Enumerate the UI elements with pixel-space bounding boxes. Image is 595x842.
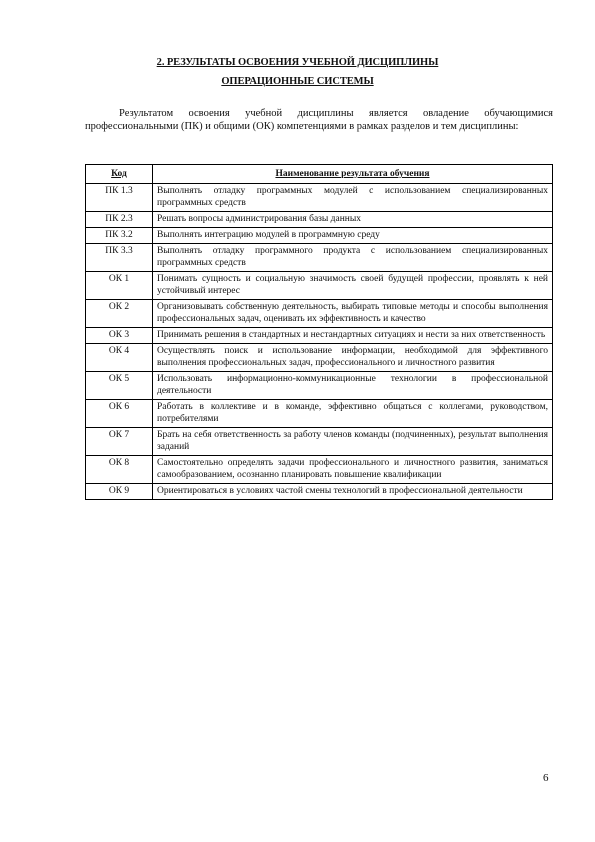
table-row (86, 228, 553, 244)
table-row (86, 400, 553, 428)
table-row (86, 184, 553, 212)
competency-code: ОК 8 (86, 456, 153, 484)
competency-code: ПК 3.3 (86, 244, 153, 272)
table-row (86, 244, 553, 272)
competency-description: Принимать решения в стандартных и нестандартных ситуациях и нести за них ответственность (153, 328, 553, 344)
table-row (86, 212, 553, 228)
competency-code: ОК 5 (86, 372, 153, 400)
table-row (86, 456, 553, 484)
competency-code: ПК 2.3 (86, 212, 153, 228)
competency-code: ОК 6 (86, 400, 153, 428)
header-code: Код (86, 165, 153, 184)
table-header-row (86, 165, 553, 184)
table-row (86, 300, 553, 328)
competency-code: ОК 7 (86, 428, 153, 456)
table-row (86, 372, 553, 400)
competency-description: Организовывать собственную деятельность, выбирать типовые методы и способы выполнения профессиональных задач, оценивать их эффективность и качество (153, 300, 553, 328)
competencies-table (85, 164, 553, 500)
table-row (86, 344, 553, 372)
intro-paragraph: Результатом освоения учебной дисциплины является овладение обучающимися профессиональными (ПК) и общими (ОК) компетенциями в рамках разделов и тем дисциплины: (85, 108, 553, 132)
competency-code: ПК 3.2 (86, 228, 153, 244)
section-title: 2. РЕЗУЛЬТАТЫ ОСВОЕНИЯ УЧЕБНОЙ ДИСЦИПЛИНЫ (156, 57, 439, 68)
competency-description: Понимать сущность и социальную значимость своей будущей профессии, проявлять к ней устойчивый интерес (153, 272, 553, 300)
competency-description: Осуществлять поиск и использование информации, необходимой для эффективного выполнения профессиональных задач, профессионального и личностного развития (153, 344, 553, 372)
competency-code: ОК 4 (86, 344, 153, 372)
discipline-title: ОПЕРАЦИОННЫЕ СИСТЕМЫ (221, 76, 374, 87)
competency-description: Ориентироваться в условиях частой смены технологий в профессиональной деятельности (153, 484, 553, 500)
competency-code: ОК 1 (86, 272, 153, 300)
table-row (86, 484, 553, 500)
competency-code: ОК 3 (86, 328, 153, 344)
competency-description: Использовать информационно-коммуникационные технологии в профессиональной деятельности (153, 372, 553, 400)
header-result: Наименование результата обучения (153, 165, 553, 184)
competency-code: ОК 9 (86, 484, 153, 500)
competency-description: Выполнять интеграцию модулей в программную среду (153, 228, 553, 244)
competency-code: ПК 1.3 (86, 184, 153, 212)
competency-description: Решать вопросы администрирования базы данных (153, 212, 553, 228)
competency-description: Выполнять отладку программных модулей с использованием специализированных программных средств (153, 184, 553, 212)
table-row (86, 272, 553, 300)
table-row (86, 428, 553, 456)
competency-code: ОК 2 (86, 300, 153, 328)
competency-description: Работать в коллективе и в команде, эффективно общаться с коллегами, руководством, потребителями (153, 400, 553, 428)
table-row (86, 328, 553, 344)
page-number: 6 (543, 772, 549, 784)
competency-description: Брать на себя ответственность за работу членов команды (подчиненных), результат выполнения заданий (153, 428, 553, 456)
competency-description: Выполнять отладку программного продукта с использованием специализированных программных средств (153, 244, 553, 272)
competency-description: Самостоятельно определять задачи профессионального и личностного развития, заниматься самообразованием, осознанно планировать повышение квалификации (153, 456, 553, 484)
